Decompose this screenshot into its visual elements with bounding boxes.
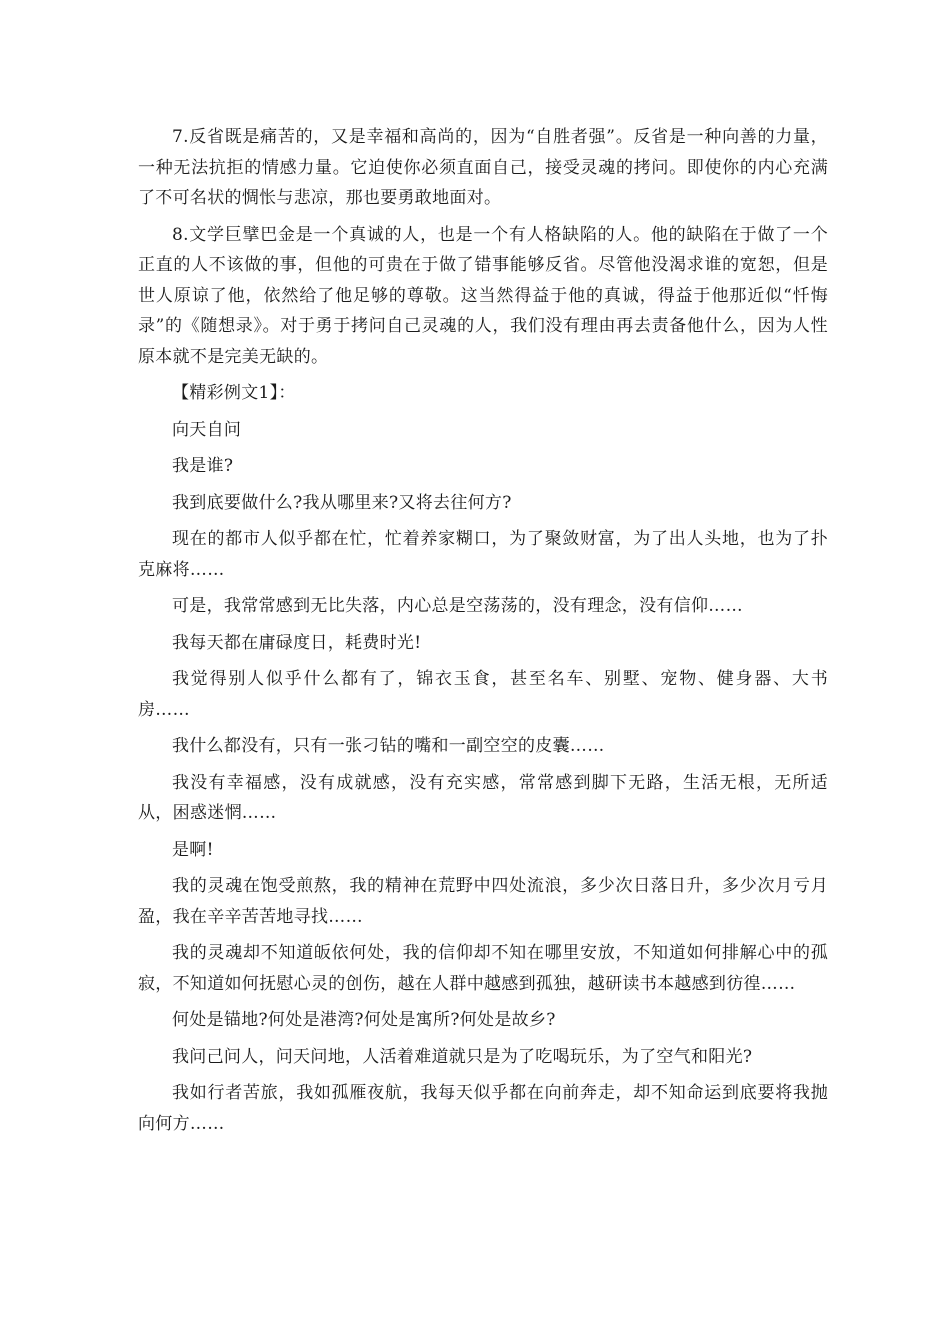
essay-paragraph: 我没有幸福感，没有成就感，没有充实感，常常感到脚下无路，生活无根，无所适从，困惑迷惘…… bbox=[138, 772, 828, 823]
essay-paragraph: 何处是锚地?何处是港湾?何处是寓所?何处是故乡? bbox=[172, 1010, 556, 1030]
essay-paragraph: 我什么都没有，只有一张刁钻的嘴和一副空空的皮囊…… bbox=[172, 736, 605, 756]
essay-paragraph: 我的灵魂在饱受煎熬，我的精神在荒野中四处流浪，多少次日落日升，多少次月亏月盈，我在辛辛苦苦地寻找…… bbox=[138, 876, 828, 927]
essay-paragraph: 我到底要做什么?我从哪里来?又将去往何方? bbox=[172, 492, 512, 513]
essay-paragraph: 我的灵魂却不知道皈依何处，我的信仰却不知在哪里安放，不知道如何排解心中的孤寂，不知道如何抚慰心灵的创伤，越在人群中越感到孤独，越研读书本越感到彷徨…… bbox=[138, 943, 828, 994]
essay-paragraph: 我是谁? bbox=[172, 456, 234, 476]
essay-paragraph: 我问己问人，问天问地，人活着难道就只是为了吃喝玩乐，为了空气和阳光? bbox=[172, 1046, 753, 1067]
example-heading: 【精彩例文1】： bbox=[172, 383, 296, 403]
article-body bbox=[138, 122, 828, 1139]
paragraph-item-7: 7.反省既是痛苦的，又是幸福和高尚的，因为“自胜者强”。反省是一种向善的力量，一种无法抗拒的情感力量。它迫使你必须直面自己，接受灵魂的拷问。即使你的内心充满了不可名状的惆怅与悲凉，那也要勇敢地面对。 bbox=[138, 127, 828, 208]
essay-paragraph: 现在的都市人似乎都在忙，忙着养家糊口，为了聚敛财富，为了出人头地，也为了扑克麻将…… bbox=[138, 529, 828, 580]
essay-title: 向天自问 bbox=[172, 419, 242, 440]
essay-paragraph: 是啊! bbox=[172, 839, 214, 860]
essay-paragraph: 我每天都在庸碌度日，耗费时光! bbox=[172, 632, 422, 653]
essay-paragraph: 可是，我常常感到无比失落，内心总是空荡荡的，没有理念，没有信仰…… bbox=[172, 596, 743, 616]
essay-paragraph: 我觉得别人似乎什么都有了，锦衣玉食，甚至名车、别墅、宠物、健身器、大书房…… bbox=[138, 669, 828, 720]
essay-paragraph: 我如行者苦旅，我如孤雁夜航，我每天似乎都在向前奔走，却不知命运到底要将我抛向何方…… bbox=[138, 1083, 828, 1134]
paragraph-item-8: 8.文学巨擘巴金是一个真诚的人，也是一个有人格缺陷的人。他的缺陷在于做了一个正直的人不该做的事，但他的可贵在于做了错事能够反省。尽管他没渴求谁的宽恕，但是世人原谅了他，依然给了他足够的尊敬。这当然得益于他的真诚，得益于他那近似“忏悔录”的《随想录》。对于勇于拷问自己灵魂的人，我们没有理由再去责备他什么，因为人性原本就不是完美无缺的。 bbox=[138, 224, 828, 367]
